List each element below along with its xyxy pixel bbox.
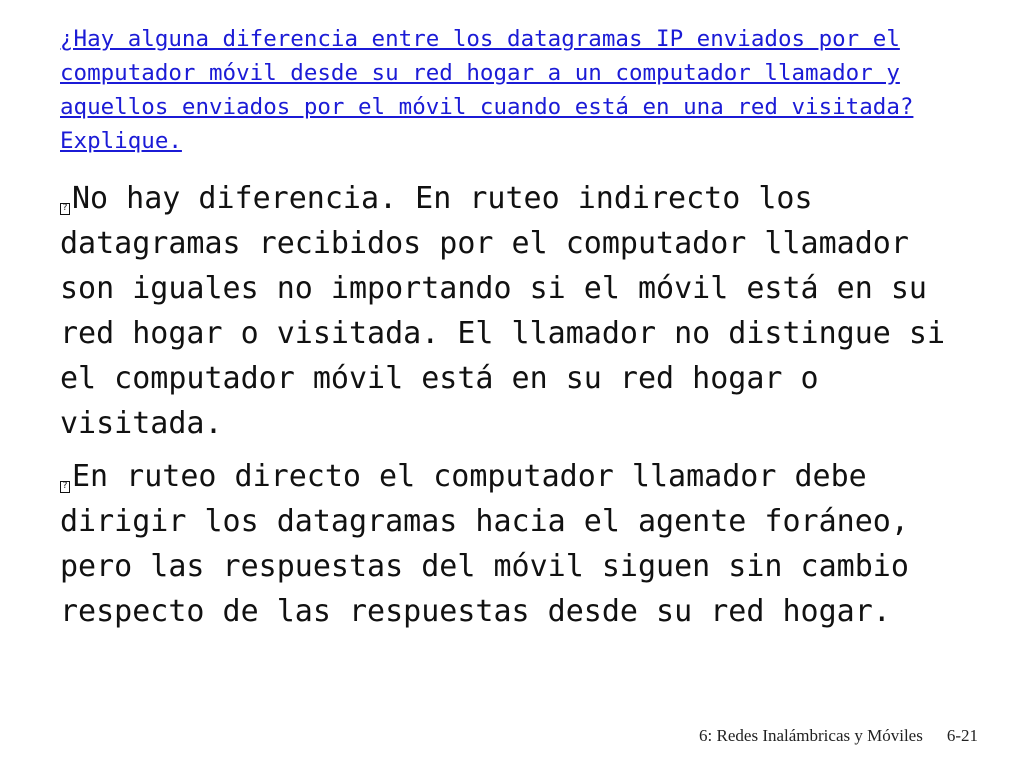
footer-chapter: 6: Redes Inalámbricas y Móviles — [699, 726, 923, 745]
slide-footer — [699, 726, 978, 746]
missing-glyph-bullet-icon: ? — [60, 203, 70, 215]
missing-glyph-bullet-icon: ? — [60, 481, 70, 493]
answer-text: En ruteo directo el computador llamador debe dirigir los datagramas hacia el agente foráneo, pero las respuestas del móvil siguen sin cambio respecto de las respuestas desde su red hogar. — [60, 459, 909, 629]
answer-list — [60, 176, 960, 634]
answer-bullet — [60, 176, 960, 446]
answer-text: No hay diferencia. En ruteo indirecto los datagramas recibidos por el computador llamador son iguales no importando si el móvil está en su red hogar o visitada. El llamador no distingue si el computador móvil está en su red hogar o visitada. — [60, 181, 946, 441]
question-link[interactable]: ¿Hay alguna diferencia entre los datagramas IP enviados por el computador móvil desde su red hogar a un computador llamador y aquellos enviados por el móvil cuando está en una red visitada? Explique. — [60, 26, 914, 154]
answer-bullet — [60, 454, 960, 634]
footer-page-number: 6-21 — [946, 726, 978, 745]
